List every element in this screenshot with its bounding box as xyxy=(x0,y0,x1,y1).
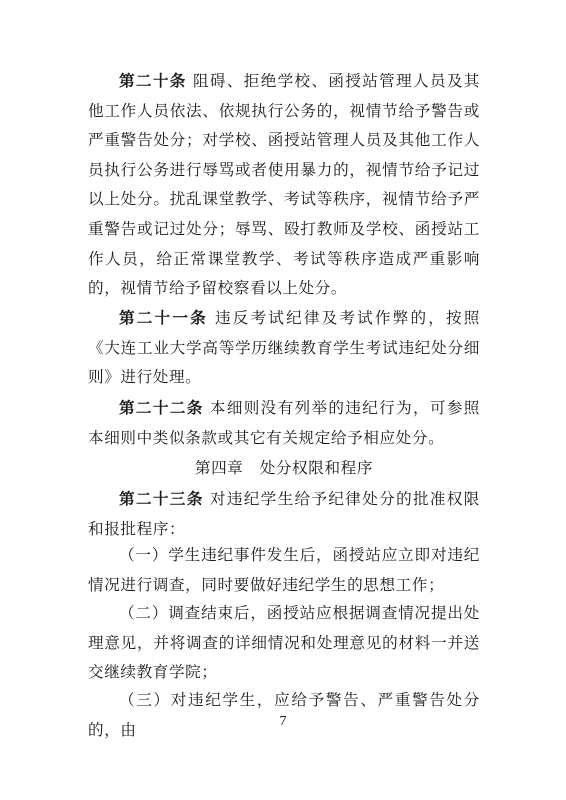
article-21-text: 违反考试纪律及考试作弊的，按照《大连工业大学高等学历继续教育学生考试违纪处分细则》进行处理。 xyxy=(88,309,480,387)
article-20-title: 第二十条 xyxy=(119,71,187,90)
article-23 xyxy=(88,484,480,544)
article-20-text: 阻碍、拒绝学校、函授站管理人员及其他工作人员依法、依规执行公务的，视情节给予警告或严重警告处分；对学校、函授站管理人员及其他工作人员执行公务进行辱骂或者使用暴力的，视情节给予记过以上处分。扰乱课堂教学、考试等秩序，视情节给予严重警告或记过处分；辱骂、殴打教师及学校、函授站工作人员，给正常课堂教学、考试等秩序造成严重影响的，视情节给予留校察看以上处分。 xyxy=(88,72,480,298)
article-23-text: 对违纪学生给予纪律处分的批准权限和报批程序： xyxy=(88,490,480,538)
chapter-heading: 第四章 处分权限和程序 xyxy=(194,459,374,477)
article-22-title: 第二十二条 xyxy=(119,398,204,417)
article-20 xyxy=(88,66,480,304)
article-21-title: 第二十一条 xyxy=(119,308,208,327)
article-23-title: 第二十三条 xyxy=(119,489,204,508)
list-item-3: （三）对违纪学生，应给予警告、严重警告处分的，由 xyxy=(88,691,480,739)
list-item-1: （一）学生违纪事件发生后，函授站应立即对违纪情况进行调查，同时要做好违纪学生的思想工作； xyxy=(88,546,480,594)
article-21 xyxy=(88,303,480,393)
article-22 xyxy=(88,393,480,453)
list-item-2: （二）调查结束后，函授站应根据调查情况提出处理意见，并将调查的详细情况和处理意见的材料一并送交继续教育学院； xyxy=(88,604,480,682)
page-number: 7 xyxy=(279,714,287,729)
article-22-text: 本细则没有列举的违纪行为，可参照本细则中类似条款或其它有关规定给予相应处分。 xyxy=(88,399,480,447)
